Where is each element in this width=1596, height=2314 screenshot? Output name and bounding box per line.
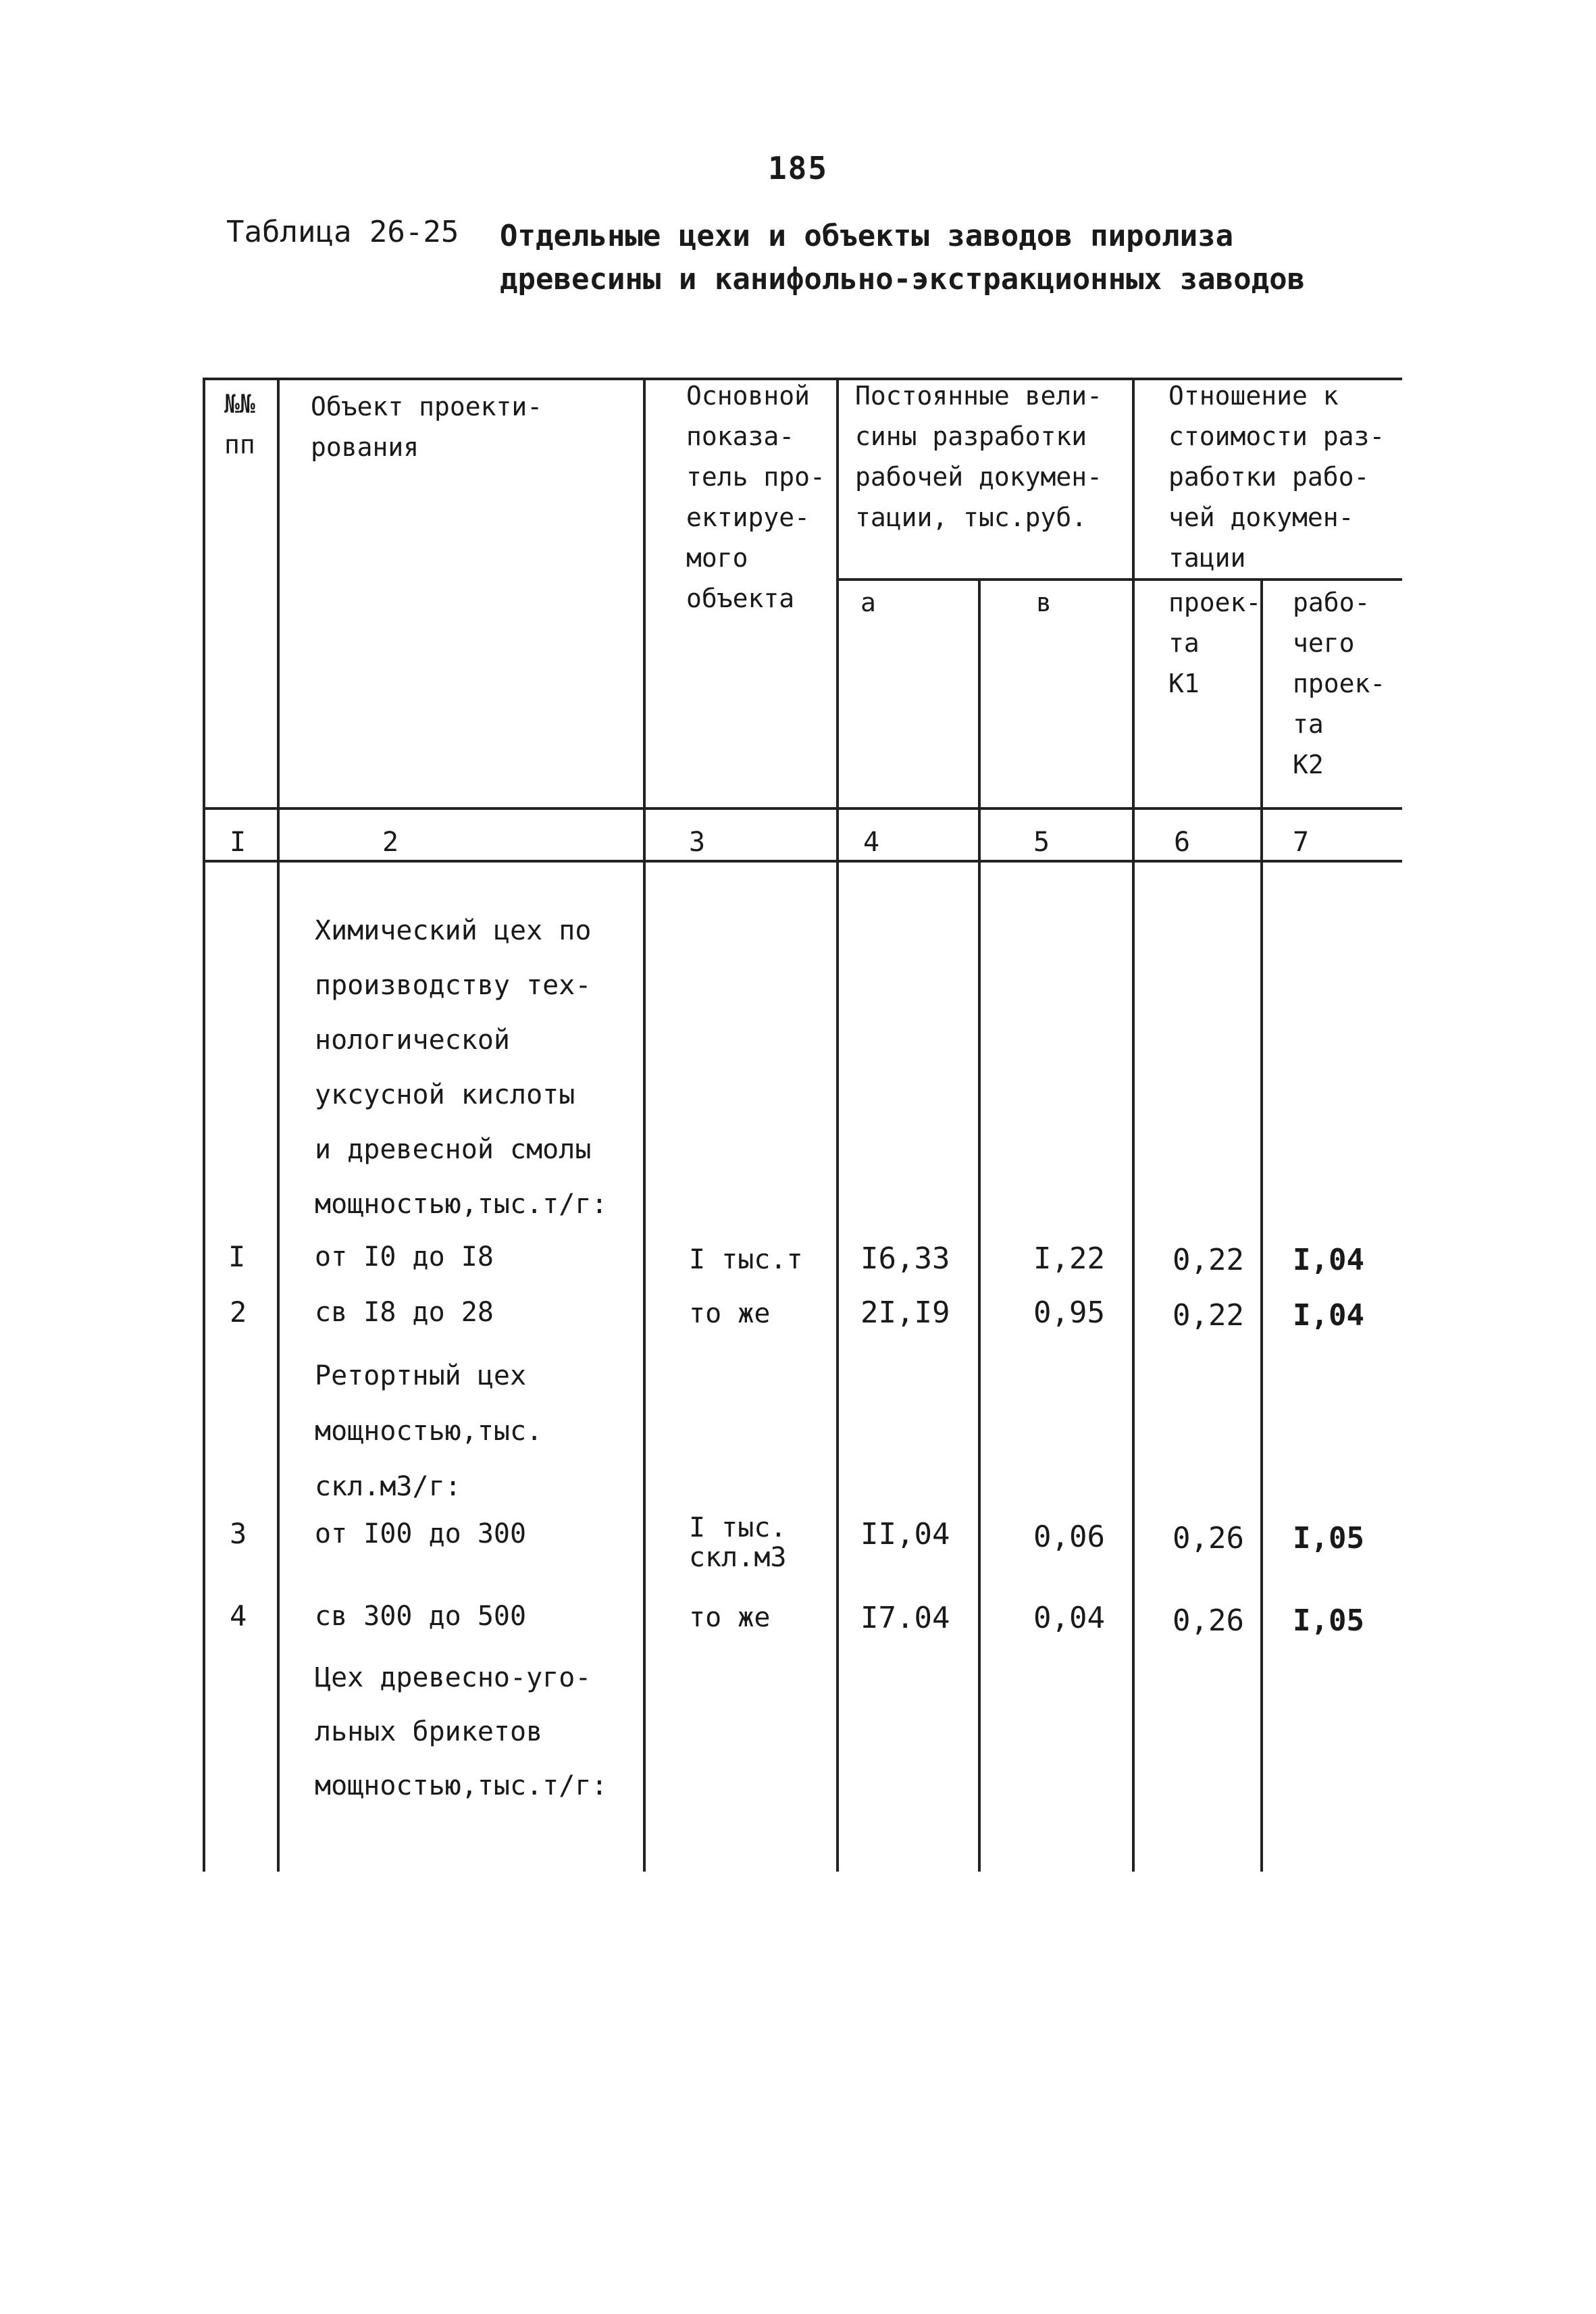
header-text: чего [1293, 628, 1355, 658]
header-bottom-border [203, 807, 1402, 810]
section-line: Химический цех по [315, 915, 592, 946]
header-text: мого [686, 543, 748, 573]
header-text: объекта [686, 584, 795, 613]
row-value-k1: 0,26 [1173, 1521, 1244, 1555]
row-number: 2 [230, 1295, 247, 1329]
page-number: 185 [767, 150, 829, 186]
header-text: проек- [1293, 669, 1386, 698]
section-line: Ретортный цех [315, 1360, 527, 1391]
section-line: Цех древесно-уго- [315, 1662, 592, 1693]
row-value-k2: I,05 [1293, 1603, 1364, 1638]
row-number: I [228, 1240, 246, 1273]
table-left-border [203, 378, 205, 1872]
row-object: св I8 до 28 [315, 1297, 494, 1328]
header-col67-group [1168, 376, 1385, 578]
header-col45-group [855, 376, 1102, 538]
header-text: чей докумен- [1168, 503, 1354, 532]
column-number: 5 [1033, 827, 1050, 858]
col-divider-5 [1132, 378, 1135, 1872]
col-divider-3 [836, 378, 839, 1872]
header-text: Основной [686, 381, 810, 411]
row-indicator [689, 1513, 787, 1572]
header-text: тации [1168, 543, 1246, 573]
header-text: пп [224, 430, 255, 459]
section-line: скл.м3/г: [315, 1471, 461, 1502]
column-numbers-bottom-border [203, 860, 1402, 863]
row-value-a: II,04 [860, 1517, 950, 1551]
header-text: рабо- [1293, 588, 1370, 617]
header-col7 [1293, 582, 1385, 785]
row-object: от I00 до 300 [315, 1518, 527, 1549]
header-text: та [1293, 709, 1324, 739]
header-text: ектируе- [686, 503, 810, 532]
section-line: мощностью,тыс.т/г: [315, 1189, 608, 1220]
column-number: 7 [1293, 827, 1310, 858]
row-value-a: I7.04 [860, 1601, 950, 1635]
column-number: 6 [1174, 827, 1191, 858]
header-text: рабочей докумен- [855, 462, 1103, 492]
col-divider-1 [277, 378, 280, 1872]
section-heading-retort [315, 1348, 542, 1514]
table-label: Таблица 26-25 [226, 215, 459, 249]
table-title-line: древесины и канифольно-экстракционных заводов [500, 262, 1306, 297]
header-text: рования [311, 432, 419, 462]
header-text: К1 [1168, 669, 1200, 698]
header-text: показа- [686, 421, 795, 451]
section-line: льных брикетов [315, 1716, 543, 1747]
header-text: стоимости раз- [1168, 421, 1385, 451]
section-heading-chemical [315, 904, 607, 1232]
header-text: работки рабо- [1168, 462, 1370, 492]
row-value-b: 0,06 [1033, 1520, 1105, 1554]
row-value-b: 0,04 [1033, 1601, 1105, 1635]
table-title [500, 215, 1305, 301]
row-indicator: I тыс.т [689, 1244, 803, 1275]
header-col1 [224, 384, 255, 465]
header-text: проек- [1168, 588, 1262, 617]
indicator-line: скл.м3 [689, 1542, 787, 1573]
header-col5: в [1036, 588, 1052, 617]
table-title-line: Отдельные цехи и объекты заводов пиролиза [500, 219, 1234, 253]
section-line: мощностью,тыс. [315, 1416, 543, 1447]
header-text: Отношение к [1168, 381, 1339, 411]
row-value-a: I6,33 [860, 1241, 950, 1276]
header-col4: а [860, 588, 876, 617]
section-line: уксусной кислоты [315, 1079, 575, 1110]
header-col2 [311, 386, 542, 467]
header-text: К2 [1293, 750, 1324, 779]
row-value-k1: 0,26 [1173, 1603, 1244, 1638]
row-object: от I0 до I8 [315, 1241, 494, 1272]
header-text: та [1168, 628, 1200, 658]
row-object: св 300 до 500 [315, 1601, 527, 1632]
row-indicator: то же [689, 1298, 771, 1329]
header-text: №№ [224, 389, 255, 419]
row-value-b: I,22 [1033, 1241, 1105, 1276]
column-number: I [230, 827, 247, 858]
header-col6 [1168, 582, 1261, 704]
header-text: тации, тыс.руб. [855, 503, 1087, 532]
row-value-k2: I,04 [1293, 1243, 1364, 1277]
col-divider-4 [978, 580, 981, 1872]
indicator-line: I тыс. [689, 1512, 787, 1543]
row-indicator: то же [689, 1602, 771, 1633]
section-heading-briquettes [315, 1651, 607, 1813]
header-text: Объект проекти- [311, 392, 543, 421]
column-number: 3 [689, 827, 706, 858]
row-value-k2: I,04 [1293, 1298, 1364, 1333]
section-line: и древесной смолы [315, 1134, 592, 1165]
col-divider-6 [1260, 580, 1263, 1872]
section-line: нологической [315, 1025, 510, 1056]
row-number: 4 [230, 1599, 247, 1632]
row-value-a: 2I,I9 [860, 1295, 950, 1330]
header-text: Постоянные вели- [855, 381, 1103, 411]
row-number: 3 [230, 1517, 247, 1550]
subheader-divider [838, 578, 1402, 581]
row-value-k2: I,05 [1293, 1521, 1364, 1555]
section-line: производству тех- [315, 970, 592, 1001]
column-number: 2 [382, 827, 399, 858]
header-col3 [686, 376, 825, 619]
section-line: мощностью,тыс.т/г: [315, 1770, 608, 1801]
row-value-k1: 0,22 [1173, 1243, 1244, 1277]
col-divider-2 [643, 378, 646, 1872]
column-number: 4 [863, 827, 880, 858]
header-text: сины разработки [855, 421, 1087, 451]
header-text: тель про- [686, 462, 825, 492]
row-value-b: 0,95 [1033, 1295, 1105, 1330]
row-value-k1: 0,22 [1173, 1298, 1244, 1333]
